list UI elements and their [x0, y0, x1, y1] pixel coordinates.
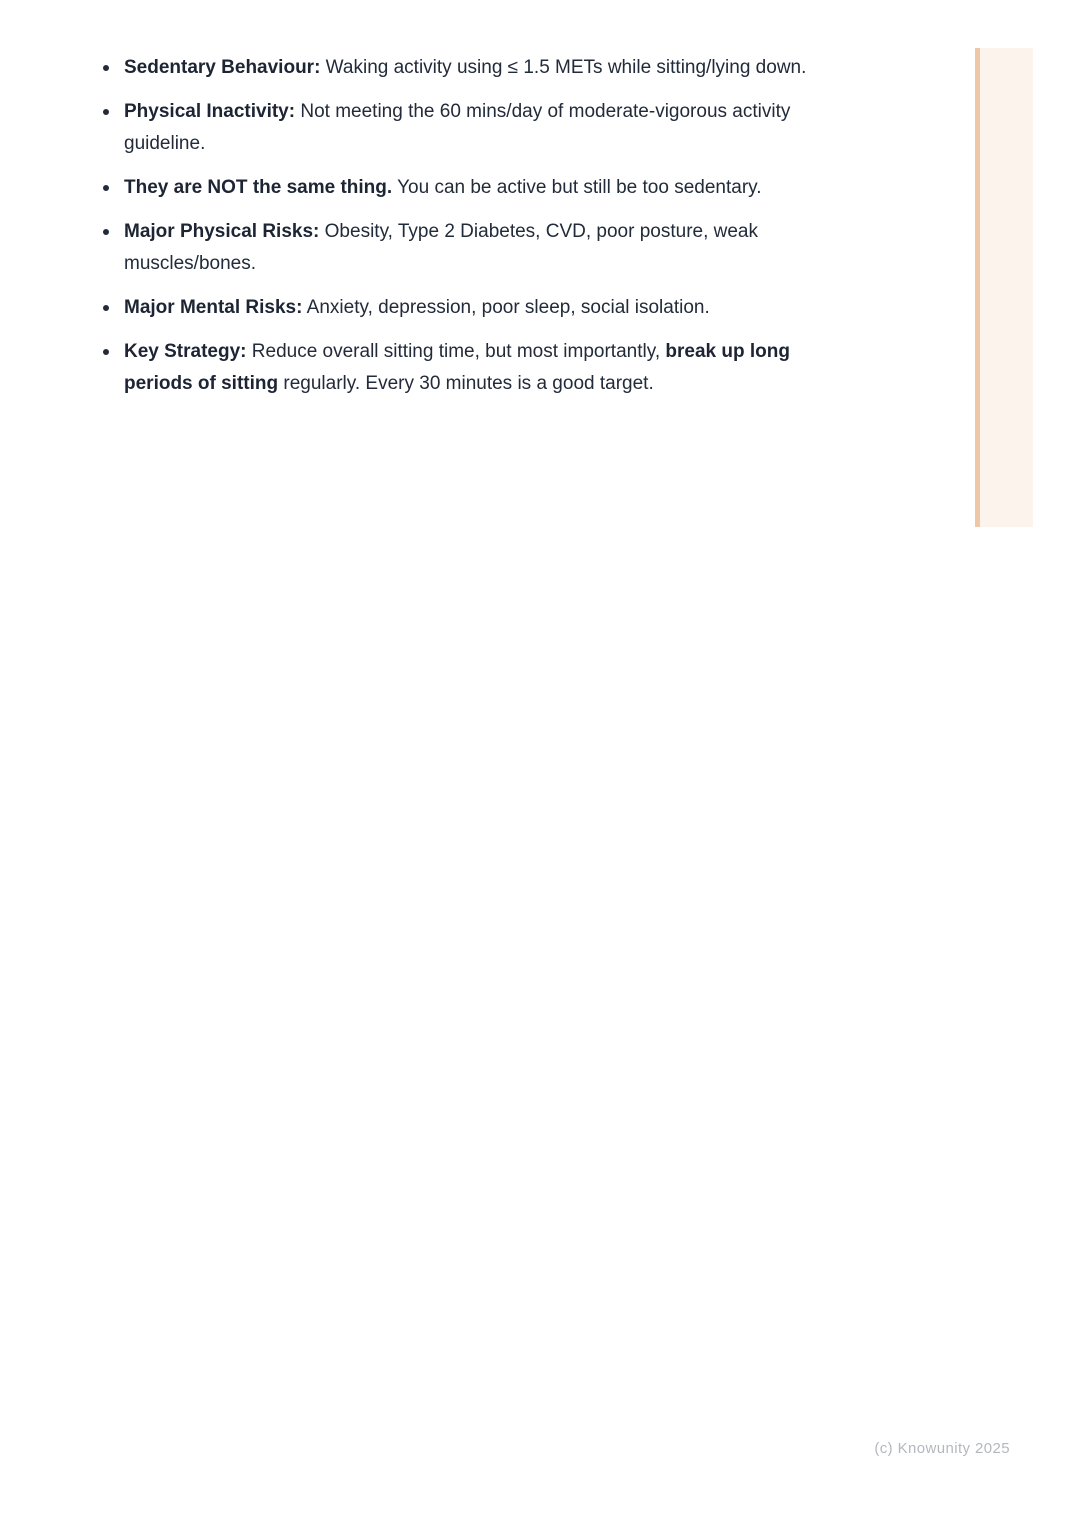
- list-item: [124, 96, 836, 160]
- bullet-regular-text: Reduce overall sitting time, but most importantly,: [246, 341, 666, 362]
- bullet-regular-text: Not meeting the 60 mins/day of moderate-vigorous activity guideline.: [124, 101, 791, 154]
- list-item: [124, 336, 836, 400]
- bullet-bold-text: Physical Inactivity:: [124, 101, 296, 122]
- bullet-bold-text: They are NOT the same thing.: [124, 177, 393, 198]
- list-item: [124, 172, 836, 204]
- list-item: [124, 52, 836, 84]
- bullet-regular-text: Waking activity using ≤ 1.5 METs while sitting/lying down.: [320, 57, 807, 78]
- bullet-bold-text: Sedentary Behaviour:: [124, 57, 321, 78]
- bullet-bold-text: Major Mental Risks:: [124, 297, 303, 318]
- bullet-bold-text: Major Physical Risks:: [124, 221, 320, 242]
- bullet-regular-text: You can be active but still be too sedentary.: [392, 177, 762, 198]
- list-item: [124, 216, 836, 280]
- bullet-regular-text: Anxiety, depression, poor sleep, social isolation.: [302, 297, 710, 318]
- summary-bullet-list: [124, 52, 836, 412]
- bullet-regular-text: Obesity, Type 2 Diabetes, CVD, poor posture, weak muscles/bones.: [124, 221, 758, 274]
- copyright-footer: (c) Knowunity 2025: [874, 1440, 1010, 1457]
- page-edge-highlight-strip: [975, 48, 1033, 527]
- list-item: [124, 292, 836, 324]
- bullet-regular-text: regularly. Every 30 minutes is a good target.: [278, 373, 654, 394]
- bullet-bold-text: break up long periods of sitting: [124, 341, 790, 394]
- bullet-bold-text: Key Strategy:: [124, 341, 247, 362]
